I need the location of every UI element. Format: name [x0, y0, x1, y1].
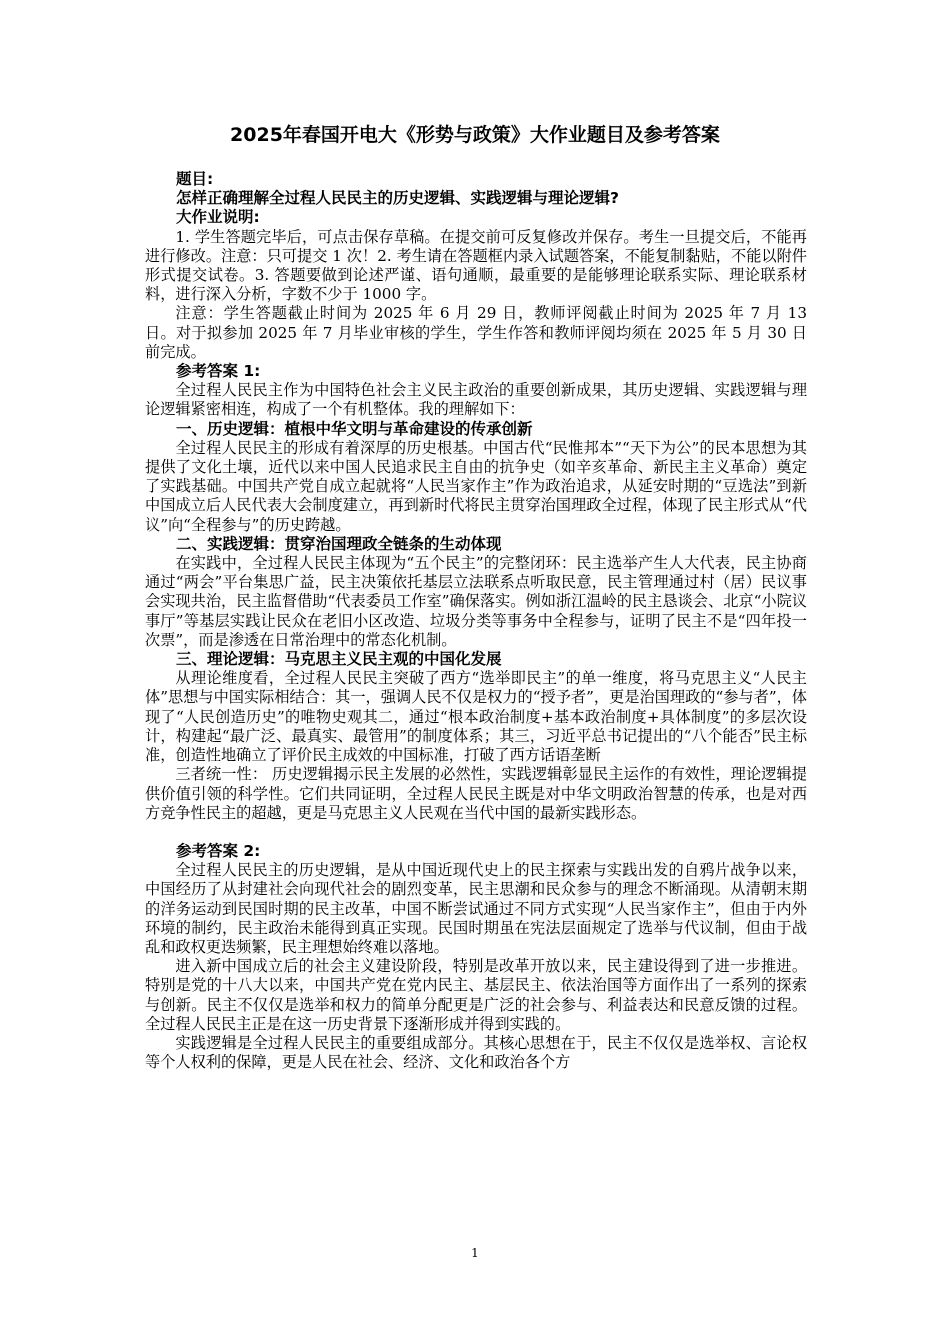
unity-paragraph: 三者统一性： 历史逻辑揭示民主发展的必然性，实践逻辑彰显民主运作的有效性，理论逻辑提供价值引领的科学性。它们共同证明，全过程人民民主既是对中华文明政治智慧的传承，也是对西方竞争性民主的超越，更是马克思主义人民观在当代中国的最新实践形态。 — [145, 765, 807, 822]
section1-body: 全过程人民民主的形成有着深厚的历史根基。中国古代“民惟邦本”“天下为公”的民本思想为其提供了文化土壤，近代以来中国人民追求民主自由的抗争史（如辛亥革命、新民主主义革命）奠定了实践基础。中国共产党自成立起就将“人民当家作主”作为政治追求，从延安时期的“豆选法”到新中国成立后人民代表大会制度建立，再到新时代将民主贯穿治国理政全过程，体现了民主形式从“代议”向“全程参与”的历史跨越。 — [145, 438, 807, 534]
answer2-paragraph-2: 进入新中国成立后的社会主义建设阶段，特别是改革开放以来，民主建设得到了进一步推进。特别是党的十八大以来，中国共产党在党内民主、基层民主、依法治国等方面作出了一系列的探索与创新。民主不仅仅是选举和权力的简单分配更是广泛的社会参与、利益表达和民意反馈的过程。全过程人民民主正是在这一历史背景下逐渐形成并得到实践的。 — [145, 957, 807, 1033]
document-body — [145, 170, 807, 1072]
answer1-intro: 全过程人民民主作为中国特色社会主义民主政治的重要创新成果，其历史逻辑、实践逻辑与理论逻辑紧密相连，构成了一个有机整体。我的理解如下： — [145, 381, 807, 419]
question-text: 怎样正确理解全过程人民民主的历史逻辑、实践逻辑与理论逻辑? — [176, 189, 619, 208]
section3-body: 从理论维度看，全过程人民民主突破了西方“选举即民主”的单一维度，将马克思主义“人民主体”思想与中国实际相结合：其一，强调人民不仅是权力的“授予者”，更是治国理政的“参与者”，体现了“人民创造历史”的唯物史观其二，通过“根本政治制度+基本政治制度+具体制度”的多层次设计，构建起“最广泛、最真实、最管用”的制度体系；其三，习近平总书记提出的“八个能否”民主标准，创造性地确立了评价民主成效的中国标准，打破了西方话语垄断 — [145, 669, 807, 765]
answer1-heading: 参考答案 1: — [176, 362, 261, 381]
answer2-paragraph-3: 实践逻辑是全过程人民民主的重要组成部分。其核心思想在于，民主不仅仅是选举权、言论权等个人权利的保障，更是人民在社会、经济、文化和政治各个方 — [145, 1033, 807, 1072]
instructions-paragraph-1: 1. 学生答题完毕后，可点击保存草稿。在提交前可反复修改并保存。考生一旦提交后，不能再进行修改。注意：只可提交 1 次！2. 考生请在答题框内录入试题答案，不能复制黏贴，不能以附件形式提交试卷。3. 答题要做到论述严谨、语句通顺，最重要的是能够理论联系实际、理论联系材料，进行深入分析，字数不少于 1000 字。 — [145, 227, 807, 304]
page-number: 1 — [471, 1246, 479, 1260]
question-heading: 题目: — [176, 170, 214, 188]
instructions-heading: 大作业说明: — [176, 208, 260, 227]
section3-heading: 三、理论逻辑：马克思主义民主观的中国化发展 — [176, 650, 502, 669]
instructions-paragraph-2: 注意：学生答题截止时间为 2025 年 6 月 29 日，教师评阅截止时间为 2025 年 7 月 13 日。对于拟参加 2025 年 7 月毕业审核的学生，学生作答和教师评阅均须在 2025 年 5 月 30 日前完成。 — [145, 304, 807, 361]
answer2-paragraph-1: 全过程人民民主的历史逻辑，是从中国近现代史上的民主探索与实践出发的自鸦片战争以来，中国经历了从封建社会向现代社会的剧烈变革，民主思潮和民众参与的理念不断涌现。从清朝末期的洋务运动到民国时期的民主改革，中国不断尝试通过不同方式实现“人民当家作主”，但由于内外环境的制约，民主政治未能得到真正实现。民国时期虽在宪法层面规定了选举与代议制，但由于战乱和政权更迭频繁，民主理想始终难以落地。 — [145, 861, 807, 956]
section1-heading: 一、历史逻辑：植根中华文明与革命建设的传承创新 — [176, 419, 533, 438]
answer2-heading: 参考答案 2: — [176, 841, 261, 860]
section2-body: 在实践中，全过程人民民主体现为“五个民主”的完整闭环：民主选举产生人大代表，民主协商通过“两会”平台集思广益，民主决策依托基层立法联系点听取民意，民主管理通过村（居）民议事会实现共治，民主监督借助“代表委员工作室”确保落实。例如浙江温岭的民主恳谈会、北京“小院议事厅”等基层实践让民众在老旧小区改造、垃圾分类等事务中全程参与，证明了民主不是“四年投一次票”，而是渗透在日常治理中的常态化机制。 — [145, 554, 807, 649]
section2-heading: 二、实践逻辑：贯穿治国理政全链条的生动体现 — [176, 534, 502, 553]
blank-line — [145, 823, 807, 842]
document-title: 2025年春国开电大《形势与政策》大作业题目及参考答案 — [230, 124, 720, 146]
